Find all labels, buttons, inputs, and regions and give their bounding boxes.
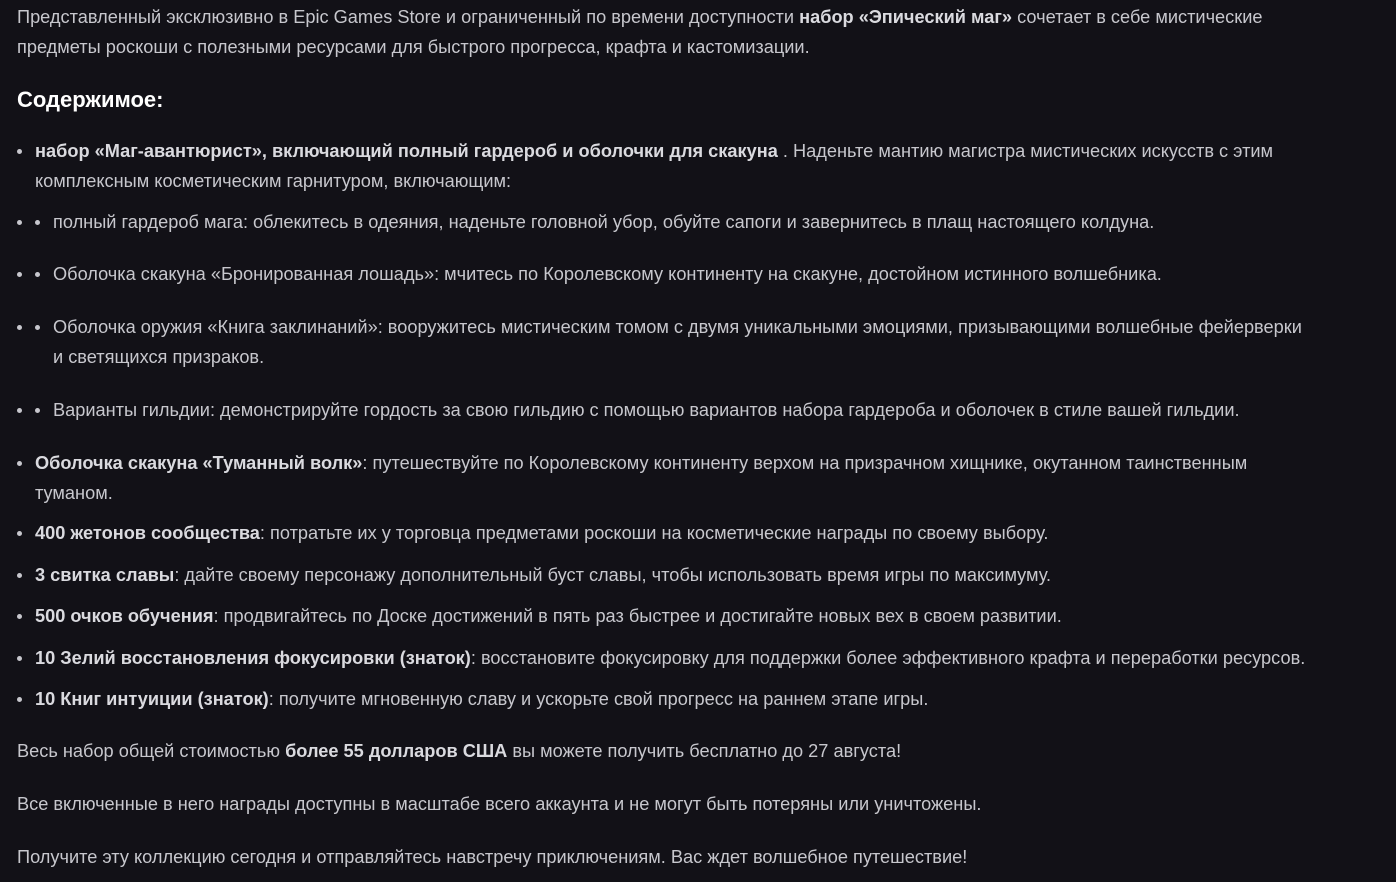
- intro-text: Представленный эксклюзивно в Epic Games Store и ограниченный по времени доступности: [17, 7, 800, 27]
- item-desc: : путешествуйте по Королевскому континенту верхом на призрачном хищнике, окутанном таинственным: [362, 453, 1248, 473]
- intro-line-2: предметы роскоши с полезными ресурсами для быстрого прогресса, крафта и кастомизации.: [17, 37, 810, 57]
- bullet-dot: [17, 614, 22, 619]
- item-desc: : дайте своему персонажу дополнительный буст славы, чтобы использовать время игры по максимуму.: [174, 565, 1052, 585]
- sub-bullet-dot: [35, 408, 40, 413]
- item-title: 10 Зелий восстановления фокусировки (знаток): [35, 648, 471, 668]
- item-title: набор «Маг-авантюрист», включающий полный гардероб и оболочки для скакуна: [35, 141, 778, 161]
- intro-text-end: сочетает в себе мистические: [1012, 7, 1263, 27]
- list-item-adventurer-set-line2: комплексным косметическим гарнитуром, включающим:: [35, 171, 512, 191]
- sub-bullet-dot: [35, 325, 40, 330]
- item-desc: . Наденьте мантию магистра мистических искусств с этим: [777, 141, 1274, 161]
- bullet-dot: [17, 573, 22, 578]
- item-title: 400 жетонов сообщества: [35, 523, 260, 543]
- sub-bullet-dot: [35, 220, 40, 225]
- list-item-community-tokens: [35, 518, 1048, 548]
- item-title: 10 Книг интуиции (знаток): [35, 689, 269, 709]
- sub-item-guild-variants: Варианты гильдии: демонстрируйте гордость за свою гильдию с помощью вариантов набора гардероба и оболочек в стиле вашей гильдии.: [53, 400, 1240, 420]
- price-value: более 55 долларов США: [285, 741, 508, 761]
- bullet-dot: [17, 697, 22, 702]
- intro-line-1: [17, 2, 1262, 32]
- list-item-misty-wolf: [35, 448, 1247, 478]
- contents-heading: Содержимое:: [17, 87, 164, 112]
- list-item-misty-wolf-line2: туманом.: [35, 483, 113, 503]
- sub-item-spellbook: Оболочка оружия «Книга заклинаний»: вооружитесь мистическим томом с двумя уникальными эмоциями, призывающими волшебные фейерверки: [53, 317, 1302, 337]
- item-title: 3 свитка славы: [35, 565, 175, 585]
- sub-item-wardrobe: полный гардероб мага: облекитесь в одеяния, наденьте головной убор, обуйте сапоги и завернитесь в плащ настоящего колдуна.: [53, 212, 1155, 232]
- list-item-glory-scrolls: [35, 560, 1051, 590]
- bullet-dot: [17, 461, 22, 466]
- bullet-dot: [17, 272, 22, 277]
- bullet-dot: [17, 531, 22, 536]
- list-item-intuition-books: [35, 684, 928, 714]
- item-desc: : потратьте их у торговца предметами роскоши на косметические награды по своему выбору.: [259, 523, 1049, 543]
- outro-price: [17, 736, 901, 766]
- sub-bullet-dot: [35, 272, 40, 277]
- bullet-dot: [17, 149, 22, 154]
- bundle-name: набор «Эпический маг»: [799, 7, 1013, 27]
- outro-account-wide: Все включенные в него награды доступны в масштабе всего аккаунта и не могут быть потеряны или уничтожены.: [17, 794, 982, 814]
- item-title: 500 очков обучения: [35, 606, 214, 626]
- list-item-adventurer-set: [35, 136, 1273, 166]
- bullet-dot: [17, 408, 22, 413]
- bullet-dot: [17, 220, 22, 225]
- bullet-dot: [17, 656, 22, 661]
- sub-item-spellbook-line2: и светящихся призраков.: [53, 347, 265, 367]
- bullet-dot: [17, 325, 22, 330]
- item-desc: : получите мгновенную славу и ускорьте свой прогресс на раннем этапе игры.: [268, 689, 929, 709]
- sub-item-horse-skin: Оболочка скакуна «Бронированная лошадь»: мчитесь по Королевскому континенту на скакуне, достойном истинного волшебника.: [53, 264, 1162, 284]
- list-item-learning-points: [35, 601, 1062, 631]
- outro-text: Весь набор общей стоимостью: [17, 741, 286, 761]
- item-desc: : восстановите фокусировку для поддержки более эффективного крафта и переработки ресурсов.: [470, 648, 1306, 668]
- item-title: Оболочка скакуна «Туманный волк»: [35, 453, 363, 473]
- item-desc: : продвигайтесь по Доске достижений в пять раз быстрее и достигайте новых вех в своем развитии.: [213, 606, 1062, 626]
- outro-call-to-action: Получите эту коллекцию сегодня и отправляйтесь навстречу приключениям. Вас ждет волшебное путешествие!: [17, 847, 968, 867]
- outro-text-end: вы можете получить бесплатно до 27 августа!: [507, 741, 902, 761]
- list-item-focus-potions: [35, 643, 1305, 673]
